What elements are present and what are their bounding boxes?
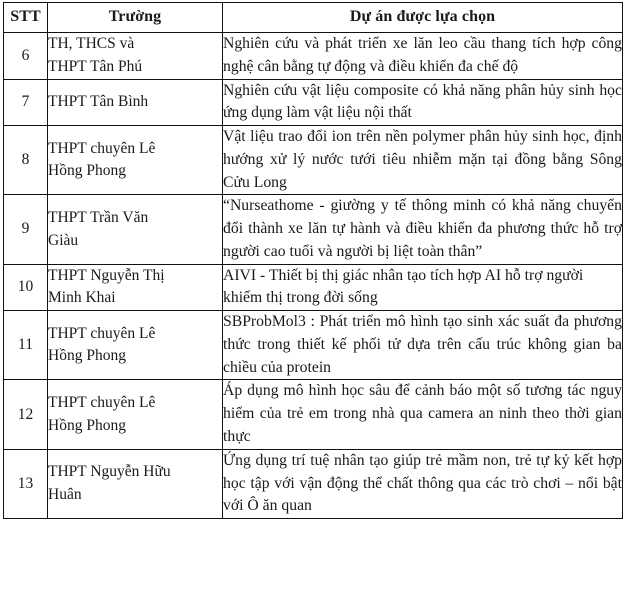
cell-school [48, 195, 223, 264]
table-row [4, 33, 623, 80]
table-row [4, 79, 623, 126]
school-line: THPT Tân Bình [48, 93, 149, 111]
cell-stt: 7 [4, 79, 48, 126]
cell-stt: 10 [4, 264, 48, 311]
school-line: THPT Trần Văn [48, 209, 149, 227]
cell-project: Ứng dụng trí tuệ nhân tạo giúp trẻ mầm non, trẻ tự kỷ kết hợp học tập với vận động thể chất thông qua các trò chơi – nổi bật với Ô ăn quan [223, 449, 623, 518]
cell-stt: 6 [4, 33, 48, 80]
table-header-row [4, 3, 623, 33]
table-row [4, 126, 623, 195]
school-line: Huân [48, 485, 82, 503]
school-line: THPT Tân Phú [48, 57, 143, 75]
school-line: THPT chuyên Lê [48, 139, 156, 157]
table-row [4, 195, 623, 264]
cell-stt: 9 [4, 195, 48, 264]
cell-school [48, 79, 223, 126]
table-row [4, 264, 623, 311]
school-line: Giàu [48, 231, 79, 249]
cell-school [48, 311, 223, 380]
column-header-stt: STT [4, 3, 48, 33]
document-table-container [3, 2, 622, 519]
school-line: TH, THCS và [48, 35, 135, 53]
school-line: THPT chuyên Lê [48, 324, 156, 342]
cell-project: Nghiên cứu vật liệu composite có khả năng phân hủy sinh học ứng dụng làm vật liệu nội thất [223, 79, 623, 126]
cell-project: SBProbMol3 : Phát triển mô hình tạo sinh xác suất đa phương thức trong thiết kế phối tử dựa trên cấu trúc không gian ba chiều của protein [223, 311, 623, 380]
school-line: THPT Nguyễn Hữu [48, 463, 171, 481]
cell-stt: 12 [4, 380, 48, 449]
cell-project: AIVI - Thiết bị thị giác nhân tạo tích hợp AI hỗ trợ người khiếm thị trong đời sống [223, 264, 623, 311]
cell-project: Vật liệu trao đổi ion trên nền polymer phân hủy sinh học, định hướng xử lý nước tưới tiêu nhiễm mặn tại đồng bằng Sông Cửu Long [223, 126, 623, 195]
school-line: Hồng Phong [48, 162, 126, 180]
table-body [4, 33, 623, 519]
cell-project: Áp dụng mô hình học sâu để cảnh báo một số tương tác nguy hiểm của trẻ em trong nhà qua camera an ninh theo thời gian thực [223, 380, 623, 449]
column-header-project: Dự án được lựa chọn [223, 3, 623, 33]
cell-school [48, 126, 223, 195]
table-row [4, 380, 623, 449]
cell-project: “Nurseathome - giường y tế thông minh có khả năng chuyển đổi thành xe lăn tự hành và điều khiển đa phương thức hỗ trợ người cao tuổi và người bị liệt toàn thân” [223, 195, 623, 264]
school-line: Hồng Phong [48, 416, 126, 434]
cell-school [48, 449, 223, 518]
cell-stt: 13 [4, 449, 48, 518]
projects-table [3, 2, 623, 519]
school-line: Hồng Phong [48, 347, 126, 365]
cell-project: Nghiên cứu và phát triển xe lăn leo cầu thang tích hợp công nghệ cân bằng tự động và điều khiển đa chế độ [223, 33, 623, 80]
school-line: THPT Nguyễn Thị [48, 266, 165, 284]
cell-stt: 11 [4, 311, 48, 380]
table-header [4, 3, 623, 33]
column-header-school: Trường [48, 3, 223, 33]
cell-stt: 8 [4, 126, 48, 195]
cell-school [48, 264, 223, 311]
table-row [4, 311, 623, 380]
cell-school [48, 380, 223, 449]
cell-school [48, 33, 223, 80]
school-line: THPT chuyên Lê [48, 394, 156, 412]
table-row [4, 449, 623, 518]
school-line: Minh Khai [48, 289, 116, 307]
